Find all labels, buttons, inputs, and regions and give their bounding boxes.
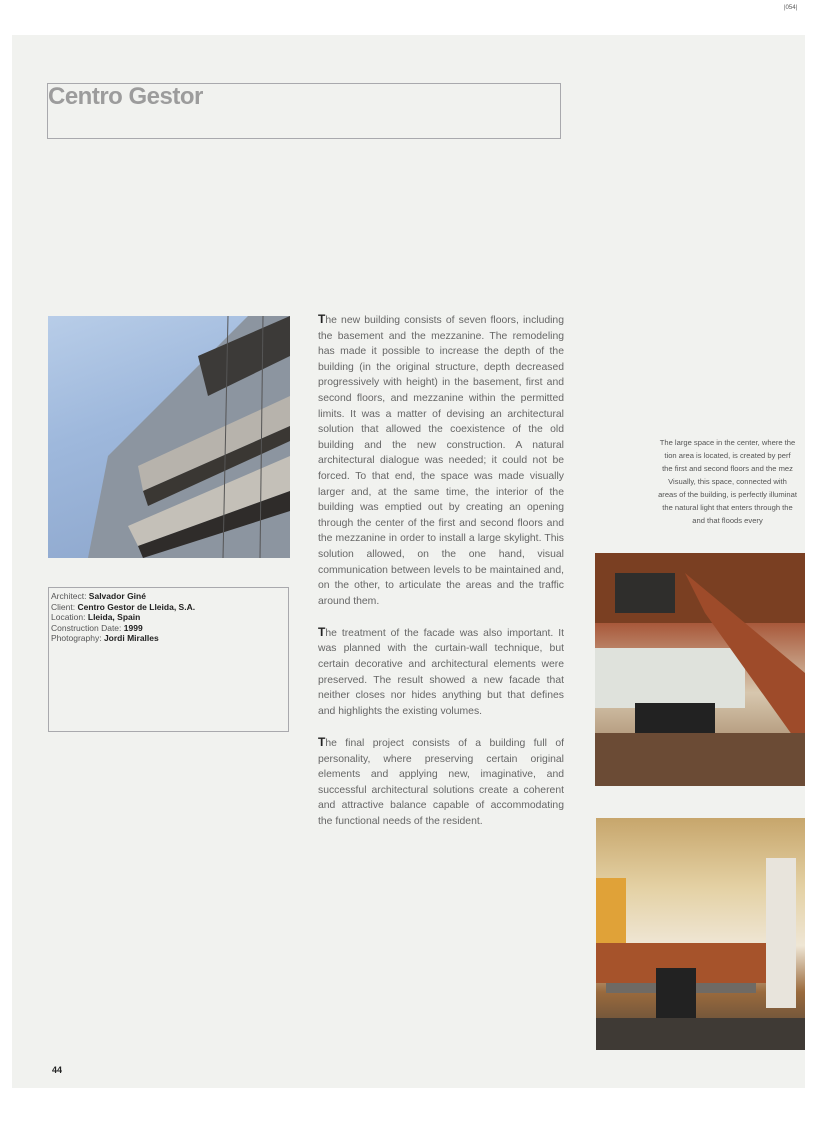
page-number: 44	[52, 1065, 63, 1075]
stair-illustration	[595, 553, 805, 786]
paragraph: The new building consists of seven floors, including the basement and the mezzanine. The remodeling has made it possible to increase the depth of the building (in the original structure, depth decreased progressively with height) in the basement, first and second floors, and mezzanine within the permitted limits. It was a matter of devising an architectural solution that allowed the coexistence of the old building and the new construction. A natural architectural dialogue was needed; it could not be forced. To that end, the space was made visually larger and, at the same time, the interior of the building was emptied out by creating an opening through the center of the first and second floors and the mezzanine in order to install a large skylight. This solution allowed, on the one hand, visual communication between levels to be maintained and, on the other, to articulate the areas and the traffic around them.	[318, 312, 564, 607]
stair-interior-photo	[595, 553, 805, 786]
paragraph: The final project consists of a building full of personality, where preserving certain original elements and applying new, imaginative, and successful architectural solutions create a coherent and attractive balance capable of accommodating the functional needs of the resident.	[318, 735, 564, 827]
facade-photo	[48, 316, 290, 558]
caption-clip	[600, 430, 805, 530]
credit-date: Construction Date: 1999	[51, 622, 143, 633]
title-box	[47, 83, 561, 139]
facade-illustration	[48, 316, 290, 558]
credit-photography: Photography: Jordi Miralles	[51, 633, 159, 643]
project-credits	[48, 587, 289, 732]
paragraph: The treatment of the facade was also important. It was planned with the curtain-wall technique, but certain decorative and architectural elements were preserved. The result showed a new facade that neither closes nor hides anything but that defines and highlights the existing volumes.	[318, 624, 564, 717]
page-title: Centro Gestor	[48, 83, 203, 110]
credit-location: Location: Lleida, Spain	[51, 612, 141, 622]
office-illustration	[596, 818, 805, 1050]
credit-client: Client: Centro Gestor de Lleida, S.A.	[51, 601, 196, 612]
credit-architect: Architect: Salvador Giné	[51, 591, 146, 601]
body-text	[318, 312, 564, 845]
photo-caption: The large space in the center, where the tion area is located, is created by perf the first and second floors and the mez Visually, this space, connected with areas of the building, is perfectly illuminat the natural light that enters through the and that floods every	[658, 438, 797, 525]
folio: |054|	[784, 5, 798, 11]
office-interior-photo	[596, 818, 805, 1050]
